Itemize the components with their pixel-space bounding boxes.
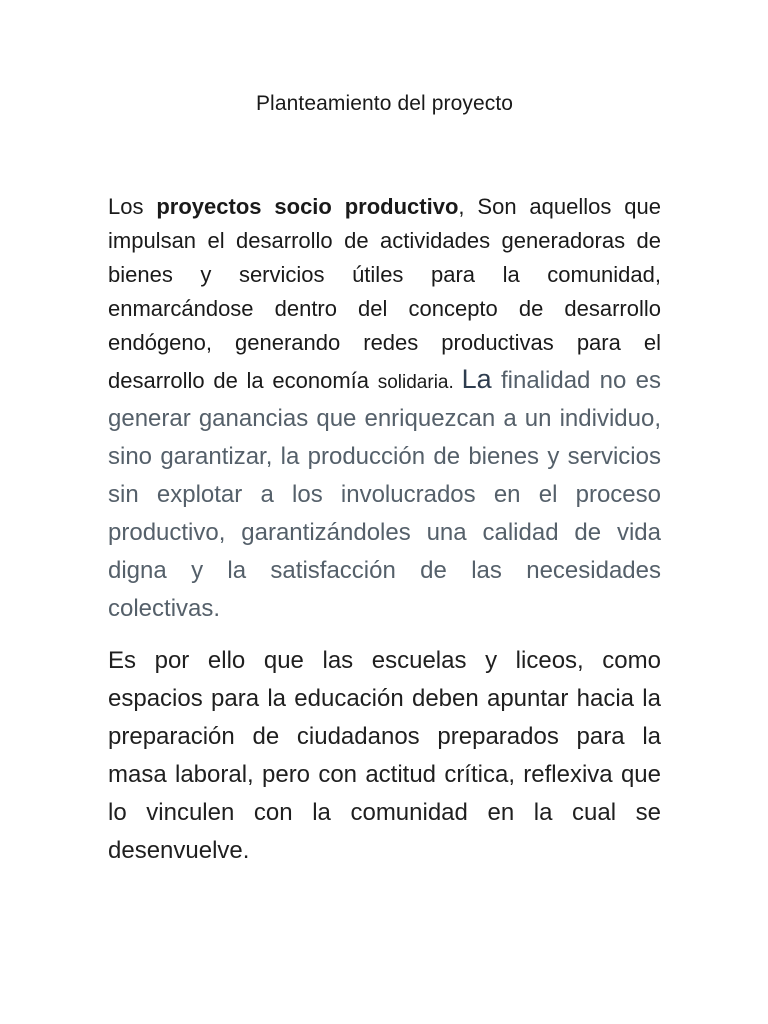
document-page (108, 92, 661, 894)
quote-rest: finalidad no es generar ganancias que enriquezcan a un individuo, sino garantizar, la producción de bienes y servicios sin explotar a los involucrados en el proceso productivo, garantizándoles una calidad de vida digna y la satisfacción de las necesidades colectivas. (108, 367, 661, 622)
paragraph-schools: Es por ello que las escuelas y liceos, como espacios para la educación deben apuntar hacia la preparación de ciudadanos preparados para la masa laboral, pero con actitud crítica, reflexiva que lo vinculen con la comunidad en la cual se desenvuelve. (108, 647, 661, 864)
paragraph1-main: , Son aquellos que impulsan el desarrollo de actividades generadoras de bienes y servicios útiles para la comunidad, enmarcándose dentro del concepto de desarrollo endógeno, generando redes productivas para el desarrollo de la economía (108, 194, 661, 393)
paragraph1-lead: Los (108, 194, 157, 219)
document-title: Planteamiento del proyecto (255, 92, 514, 115)
paragraph-definition (108, 190, 661, 628)
bold-term: proyectos socio productivo (156, 194, 459, 219)
paragraph1-tail: solidaria. (377, 372, 462, 393)
quote-start: La (461, 364, 492, 394)
